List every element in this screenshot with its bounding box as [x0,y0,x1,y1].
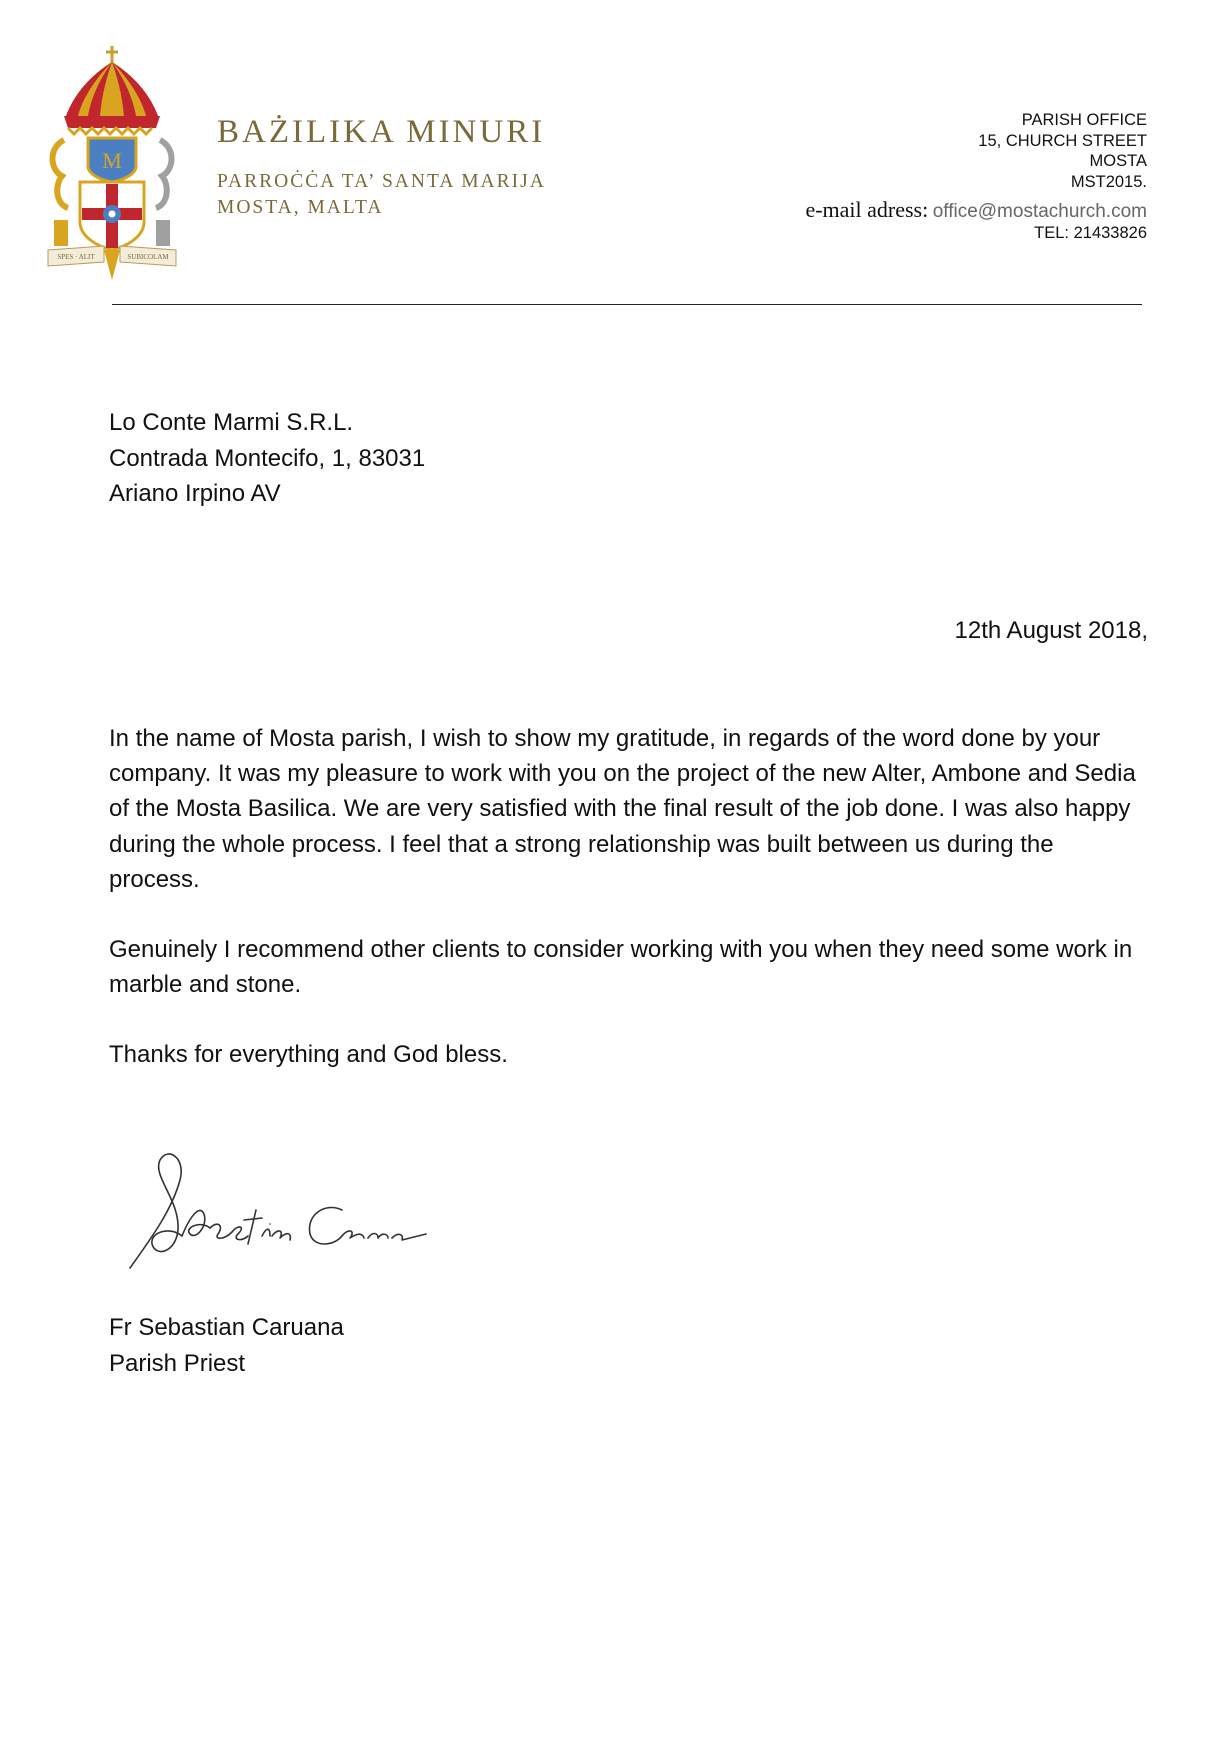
handwritten-signature [120,1140,450,1275]
office-address-block [978,110,1147,192]
recipient-line: Lo Conte Marmi S.R.L. [109,409,354,436]
svg-text:SPES · ALIT: SPES · ALIT [57,253,95,261]
body-paragraph: Genuinely I recommend other clients to consider working with you when they need some work in marble and stone. [109,936,1133,999]
basilica-crest-logo [44,44,180,284]
recipient-line: Contrada Montecifo, 1, 83031 [109,444,426,472]
email-address-link[interactable]: office@mostachurch.com [932,201,1147,222]
telephone: TEL: 21433826 [1034,224,1147,242]
office-line: PARISH OFFICE [1021,111,1147,129]
letter-date: 12th August 2018, [954,617,1148,644]
email-label: e-mail adress: [805,197,929,222]
svg-text:M: M [102,148,122,173]
svg-text:SUBICOLAM: SUBICOLAM [127,253,169,261]
header-divider [112,304,1142,305]
office-line: MST2015. [1070,172,1147,191]
recipient-address [109,405,425,512]
recipient-line: Ariano Irpino AV [109,480,281,507]
office-line: MOSTA [1089,152,1147,170]
letterhead-location: MOSTA, MALTA [217,197,384,218]
email-line [805,197,1147,223]
signatory-name: Fr Sebastian Caruana [109,1314,344,1341]
office-line: 15, CHURCH STREET [978,131,1147,150]
body-paragraph: In the name of Mosta parish, I wish to show my gratitude, in regards of the word done by your company. It was my pleasure to work with you on the project of the new Alter, Ambone and Sedia of the Mosta Basilica. We are very satisfied with the final result of the job done. I was also happy during the whole process. I feel that a strong relationship was built between us during the process. [109,725,1136,893]
letter-body [109,721,1139,1108]
letterhead-title: BAŻILIKA MINURI [217,114,546,150]
letterhead-parish: PARROĊĊA TA’ SANTA MARIJA [217,171,546,192]
signatory-title: Parish Priest [109,1349,246,1377]
body-paragraph: Thanks for everything and God bless. [109,1041,508,1069]
signoff-block [109,1310,344,1381]
